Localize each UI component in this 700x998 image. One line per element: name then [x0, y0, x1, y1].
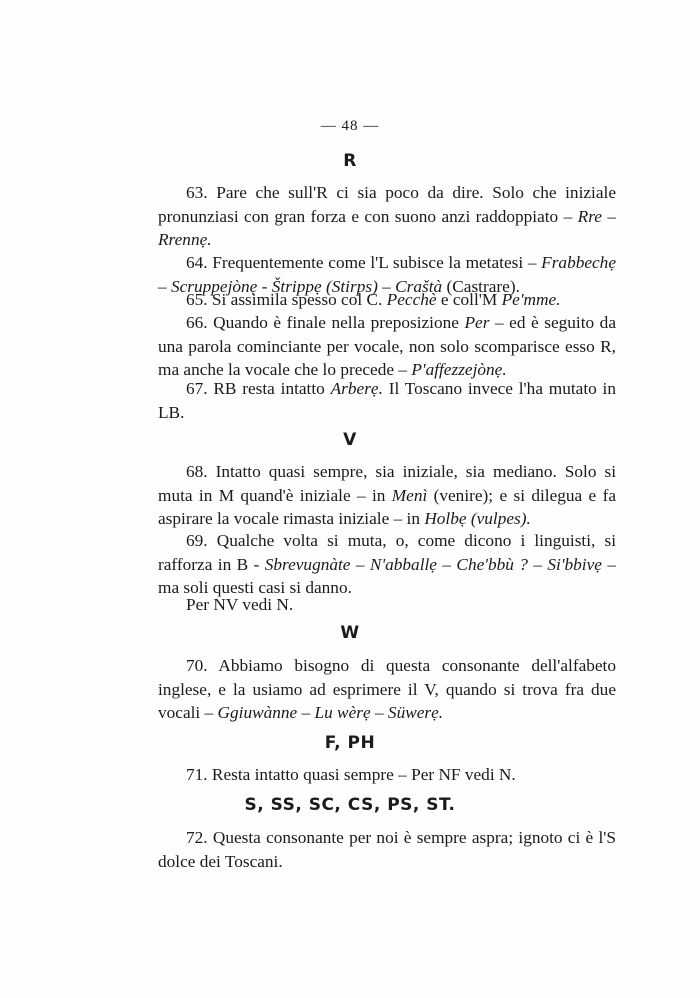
page-number: — 48 —: [320, 118, 380, 134]
italic-example: Pe'mme.: [501, 290, 561, 309]
paragraph-65: [158, 288, 616, 312]
italic-example: Rre – Rrennẹ.: [158, 206, 616, 249]
italic-example: Frabbechẹ – Scruppejònẹ: [158, 253, 616, 296]
paragraph-67: [158, 377, 616, 424]
text-run: Il Toscano invece l'ha mutato in LB.: [158, 379, 617, 422]
paragraph-63: [158, 181, 616, 252]
paragraph-72: [158, 826, 616, 873]
text-run: 67. RB resta intatto: [186, 379, 331, 398]
paragraph-71: [158, 763, 616, 787]
text-run: 71. Resta intatto quasi sempre – Per NF vedi N.: [186, 765, 516, 784]
text-run: (Castrare).: [442, 276, 520, 296]
text-run: e coll'M: [436, 290, 502, 309]
section-heading-w: W: [340, 623, 360, 643]
text-run: 68. Intatto quasi sempre, sia iniziale, sia mediano. Solo si muta in M quand'è iniziale – in: [158, 462, 616, 505]
italic-example: Pecchè: [386, 290, 437, 309]
italic-example: Ggiuwànne – Lu wèrẹ – Süwerẹ.: [217, 703, 444, 722]
section-heading-f-ph: F, PH: [324, 733, 376, 753]
italic-example: Menì: [391, 485, 428, 505]
text-run: -: [257, 276, 272, 296]
paragraph-nv: [158, 593, 616, 617]
paragraph-69: [158, 529, 616, 600]
text-run: 66. Quando è finale nella preposizione: [186, 313, 465, 332]
italic-example: Sbrevugnàte – N'abballẹ – Che'bbù ? – Si'bbivẹ: [264, 554, 602, 574]
italic-example: Holbẹ (vulpes).: [424, 509, 531, 528]
italic-example: Arberẹ.: [330, 379, 383, 398]
italic-example: P'affezzejònẹ.: [411, 360, 507, 379]
section-heading-s: S, SS, SC, CS, PS, ST.: [244, 795, 456, 815]
paragraph-66: [158, 311, 616, 382]
italic-example: Per: [464, 313, 490, 332]
paragraph-68: [158, 460, 616, 531]
text-run: 69. Qualche volta si muta, o, come dicono i linguisti, si rafforza in B -: [158, 531, 616, 574]
section-heading-r: R: [343, 151, 357, 171]
text-run: – ma soli questi casi si danno.: [158, 554, 616, 597]
section-heading-v: V: [343, 430, 357, 450]
text-run: 65. Si assimila spesso col C.: [186, 290, 387, 309]
text-run: Per NV vedi N.: [186, 595, 294, 614]
text-run: 64. Frequentemente come l'L subisce la metatesi –: [186, 253, 542, 272]
paragraph-70: [158, 654, 616, 725]
text-run: 70. Abbiamo bisogno di questa consonante dell'alfabeto inglese, e la usiamo ad esprimere il V, quando si trova fra due vocali –: [158, 656, 616, 722]
italic-example: Štrippẹ (Stirps) – Craštà: [271, 276, 443, 296]
text-run: (venire); e si dilegua e fa aspirare la vocale rimasta iniziale – in: [158, 485, 616, 528]
text-run: 72. Questa consonante per noi è sempre aspra; ignoto ci è l'S dolce dei Toscani.: [158, 828, 616, 871]
text-run: 63. Pare che sull'R ci sia poco da dire. Solo che iniziale pronunziasi con gran forza e con suono anzi raddoppiato –: [158, 183, 616, 226]
text-run: – ed è seguito da una parola cominciante per vocale, non solo scomparisce esso R, ma anche la vocale che lo precede –: [158, 313, 616, 379]
